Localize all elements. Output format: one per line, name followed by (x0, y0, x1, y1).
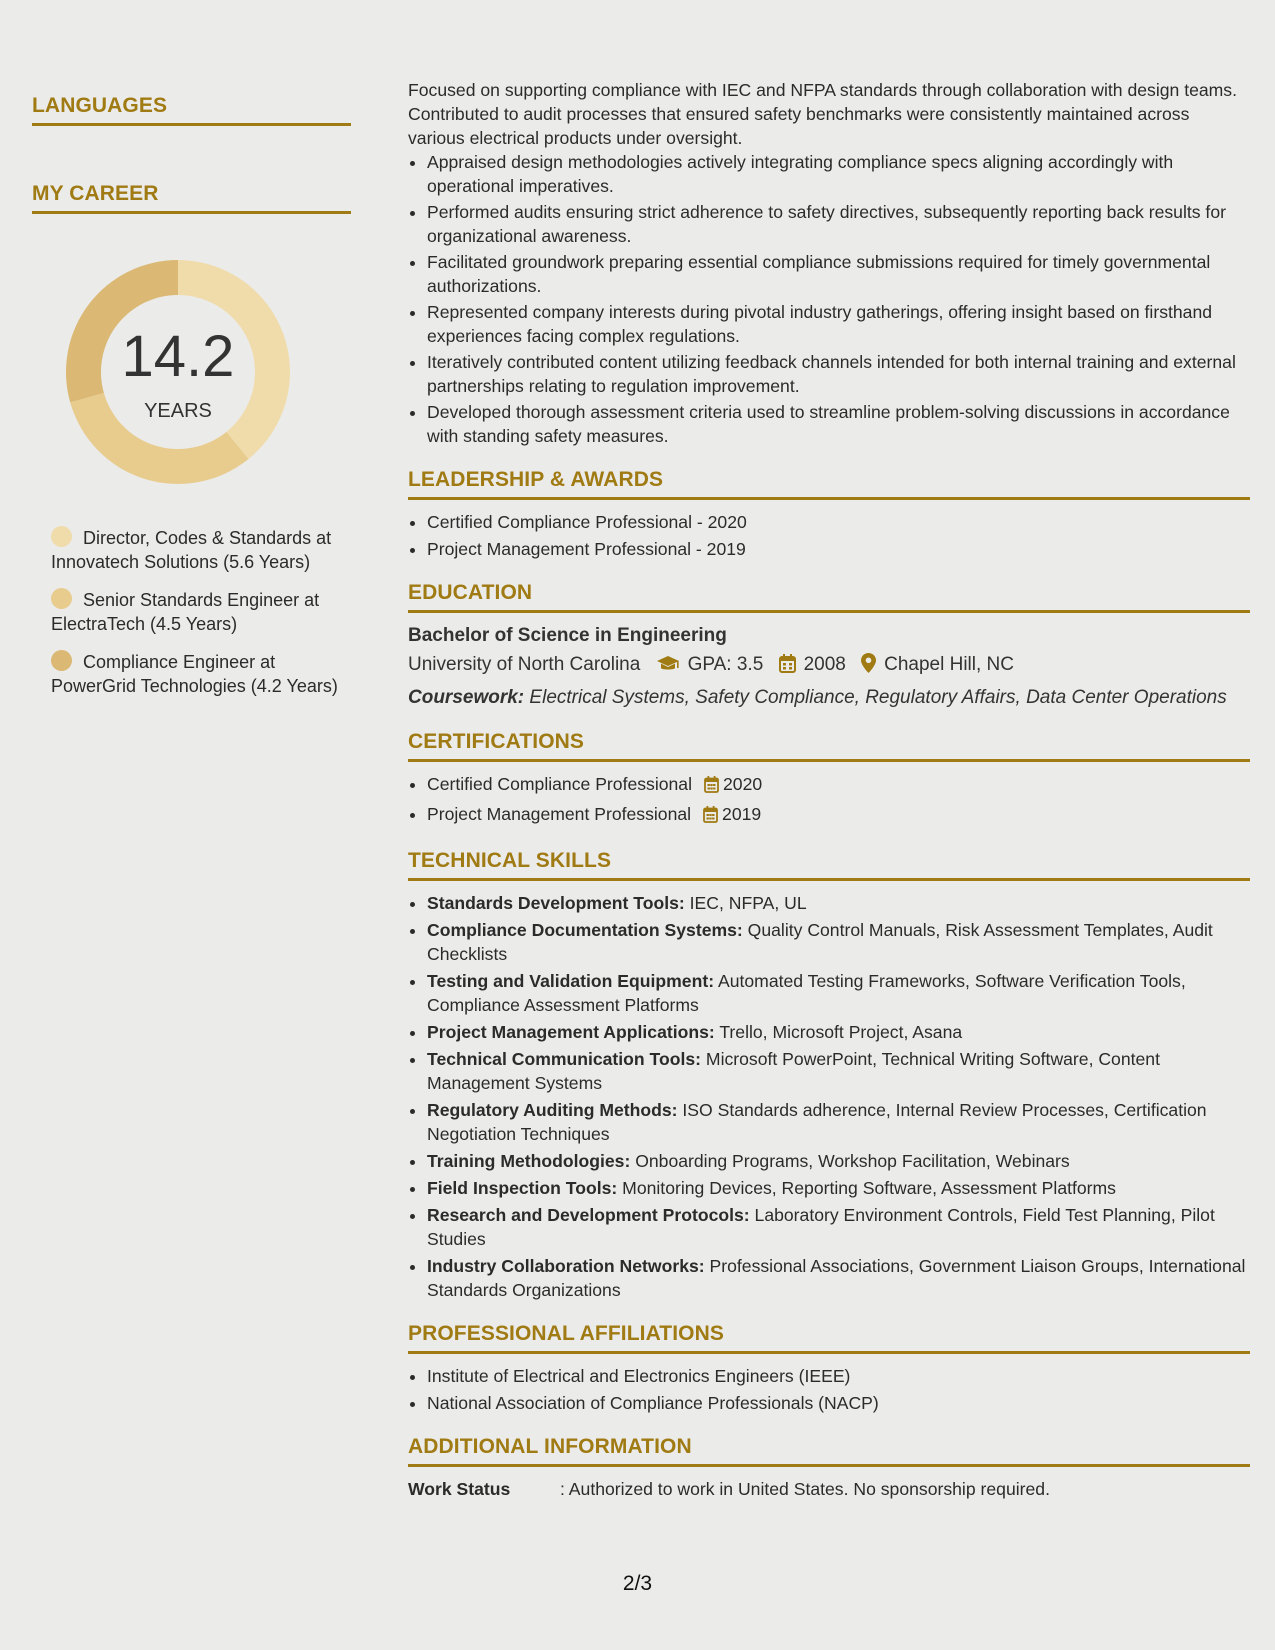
location-pin-icon (861, 653, 876, 682)
coursework (408, 686, 1250, 710)
education-details (408, 651, 1250, 682)
page-number: 2/3 (622, 1572, 653, 1595)
affiliations-list (408, 1364, 1250, 1415)
work-status-row (408, 1477, 1250, 1501)
school-name: University of North Carolina (408, 654, 641, 675)
career-donut-chart (58, 252, 298, 492)
gpa: GPA: 3.5 (687, 654, 764, 675)
sidebar (32, 94, 351, 712)
skill-value: ISO Standards adherence, Internal Review Processes, Certification Negotiation Techniques (427, 1100, 1207, 1144)
list-item (427, 1098, 1250, 1146)
list-item (427, 1254, 1250, 1302)
cert-name: Project Management Professional (427, 804, 692, 824)
certifications-list (408, 772, 1250, 829)
skill-value: Professional Associations, Government Liaison Groups, International Standards Organizations (427, 1256, 1246, 1300)
career-legend (51, 526, 341, 698)
career-unit-label: YEARS (144, 400, 212, 422)
skill-label: Industry Collaboration Networks: (427, 1256, 705, 1276)
list-item: • Iteratively contributed content utilizing feedback channels intended for both internal training and external partnerships relating to regulation improvement. (427, 350, 1250, 398)
calendar-icon (703, 805, 718, 829)
skill-label: Testing and Validation Equipment: (427, 971, 715, 991)
coursework-label: Coursework: (408, 687, 525, 708)
experience-summary: Focused on supporting compliance with IEC and NFPA standards through collaboration with design teams. Contributed to audit processes that ensured safety benchmarks were consistently maintained across various electrical products under oversight. (408, 80, 1237, 148)
list-item (427, 1203, 1250, 1251)
list-item: • Performed audits ensuring strict adherence to safety directives, subsequently reporting back results for organizational awareness. (427, 200, 1250, 248)
skill-label: Technical Communication Tools: (427, 1049, 702, 1069)
list-item (427, 802, 1250, 829)
list-item: • National Association of Compliance Professionals (NACP) (427, 1391, 1250, 1415)
certifications-heading: CERTIFICATIONS (408, 730, 1250, 762)
list-item: • Project Management Professional - 2019 (427, 537, 1250, 561)
skill-label: Training Methodologies: (427, 1151, 631, 1171)
main-content (408, 78, 1250, 1501)
skill-value: Monitoring Devices, Reporting Software, Assessment Platforms (622, 1178, 1116, 1198)
skill-value: Quality Control Manuals, Risk Assessment Templates, Audit Checklists (427, 920, 1213, 964)
degree-name: Bachelor of Science in Engineering (408, 625, 727, 646)
cert-year: 2020 (723, 774, 763, 794)
list-item (427, 1020, 1250, 1044)
legend-dot (51, 588, 72, 609)
additional-info-heading: ADDITIONAL INFORMATION (408, 1435, 1250, 1467)
legend-item (51, 588, 341, 636)
skill-label: Field Inspection Tools: (427, 1178, 618, 1198)
skill-label: Research and Development Protocols: (427, 1205, 750, 1225)
list-item (427, 918, 1250, 966)
skill-value: IEC, NFPA, UL (689, 893, 807, 913)
list-item (427, 969, 1250, 1017)
legend-item (51, 650, 341, 698)
skills-heading: TECHNICAL SKILLS (408, 849, 1250, 881)
skill-label: Project Management Applications: (427, 1022, 715, 1042)
legend-label: Director, Codes & Standards at Innovatech Solutions (5.6 Years) (51, 528, 332, 572)
list-item (427, 772, 1250, 799)
list-item (427, 1047, 1250, 1095)
cert-name: Certified Compliance Professional (427, 774, 693, 794)
cert-year: 2019 (722, 804, 762, 824)
skill-value: Automated Testing Frameworks, Software Verification Tools, Compliance Assessment Platforms (427, 971, 1186, 1015)
list-item (427, 1176, 1250, 1200)
skill-value: Microsoft PowerPoint, Technical Writing Software, Content Management Systems (427, 1049, 1160, 1093)
graduation-cap-icon (656, 654, 680, 682)
legend-dot (51, 650, 72, 671)
legend-item (51, 526, 341, 574)
work-status-value: : Authorized to work in United States. No sponsorship required. (560, 1479, 1050, 1499)
list-item: • Institute of Electrical and Electronics Engineers (IEEE) (427, 1364, 1250, 1388)
legend-dot (51, 526, 72, 547)
career-heading: MY CAREER (32, 182, 351, 214)
skill-value: Onboarding Programs, Workshop Facilitation, Webinars (635, 1151, 1070, 1171)
list-item: • Represented company interests during pivotal industry gatherings, offering insight based on firsthand experiences facing complex regulations. (427, 300, 1250, 348)
career-total-years: 14.2 (121, 324, 235, 389)
skills-list (408, 891, 1250, 1302)
leadership-heading: LEADERSHIP & AWARDS (408, 468, 1250, 500)
leadership-list (408, 510, 1250, 561)
languages-heading: LANGUAGES (32, 94, 351, 126)
list-item: • Developed thorough assessment criteria used to streamline problem-solving discussions in accordance with standing safety measures. (427, 400, 1250, 448)
work-status-label: Work Status (408, 1479, 511, 1499)
education-heading: EDUCATION (408, 581, 1250, 613)
legend-label: Compliance Engineer at PowerGrid Technologies (4.2 Years) (51, 652, 338, 696)
graduation-year: 2008 (803, 654, 846, 675)
calendar-icon (704, 775, 719, 799)
skill-label: Compliance Documentation Systems: (427, 920, 743, 940)
list-item: • Certified Compliance Professional - 2020 (427, 510, 1250, 534)
list-item: • Appraised design methodologies actively integrating compliance specs aligning accordingly with operational imperatives. (427, 150, 1250, 198)
list-item (427, 1149, 1250, 1173)
skill-value: Trello, Microsoft Project, Asana (719, 1022, 963, 1042)
education-location: Chapel Hill, NC (884, 654, 1014, 675)
skill-label: Regulatory Auditing Methods: (427, 1100, 678, 1120)
skill-value: Laboratory Environment Controls, Field Test Planning, Pilot Studies (427, 1205, 1215, 1249)
list-item (427, 891, 1250, 915)
calendar-icon (779, 654, 796, 682)
experience-bullets (408, 150, 1250, 448)
coursework-list: Electrical Systems, Safety Compliance, Regulatory Affairs, Data Center Operations (529, 687, 1227, 708)
legend-label: Senior Standards Engineer at ElectraTech (4.5 Years) (51, 590, 320, 634)
affiliations-heading: PROFESSIONAL AFFILIATIONS (408, 1322, 1250, 1354)
skill-label: Standards Development Tools: (427, 893, 685, 913)
list-item: • Facilitated groundwork preparing essential compliance submissions required for timely governmental authorizations. (427, 250, 1250, 298)
